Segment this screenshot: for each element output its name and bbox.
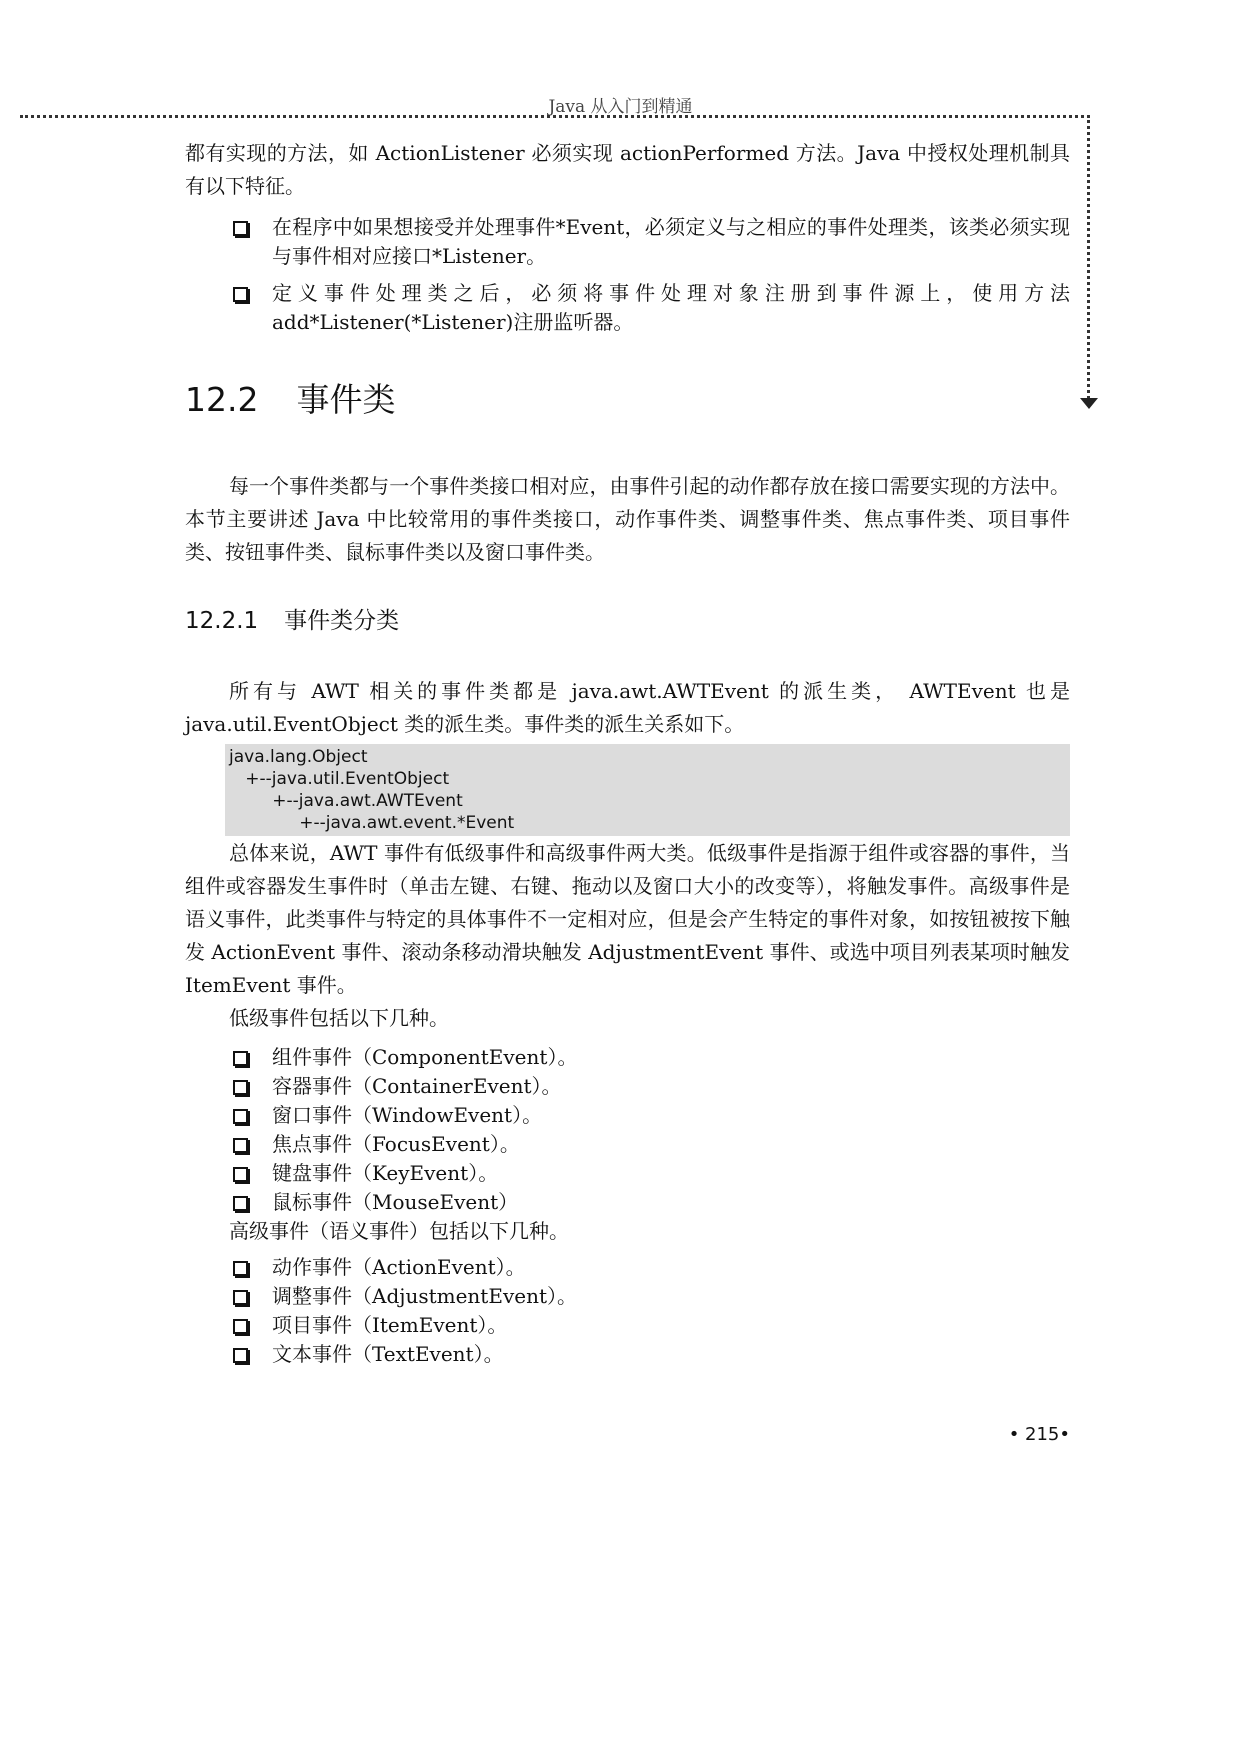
checkbox-bullet-icon [233,1261,248,1276]
list-item-text: 容器事件（ContainerEvent）。 [272,1074,562,1098]
section-paragraph: 每一个事件类都与一个事件类接口相对应，由事件引起的动作都存放在接口需要实现的方法中。本节主要讲述 Java 中比较常用的事件类接口，动作事件类、调整事件类、焦点事件类、项目事件类、按钮事件类、鼠标事件类以及窗口事件类。 [185,474,1070,564]
checkbox-bullet-icon [233,1138,248,1153]
low-level-event-list [185,1043,1070,1217]
list-item [185,279,1070,337]
checkbox-bullet-icon [233,1319,248,1334]
list-item-text: 窗口事件（WindowEvent）。 [272,1103,543,1127]
list-item [185,1188,1070,1217]
intro-paragraph: 都有实现的方法，如 ActionListener 必须实现 actionPerformed 方法。Java 中授权处理机制具有以下特征。 [185,141,1070,198]
list-item-text: 文本事件（TextEvent）。 [272,1342,504,1366]
checkbox-bullet-icon [233,221,248,236]
code-line: +--java.awt.event.*Event [229,813,515,833]
class-hierarchy-code [225,744,1070,836]
subsection-heading [185,604,1070,638]
checkbox-bullet-icon [233,1348,248,1363]
list-item-text: 项目事件（ItemEvent）。 [272,1313,508,1337]
checkbox-bullet-icon [233,1080,248,1095]
checkbox-bullet-icon [233,287,248,302]
high-level-event-list [185,1253,1070,1369]
page-number: • 215• [1008,1424,1070,1445]
list-item-text: 鼠标事件（MouseEvent） [272,1190,519,1214]
code-line: +--java.util.EventObject [229,769,450,789]
section-body [185,470,1070,569]
subsection-paragraph: 所有与 AWT 相关的事件类都是 java.awt.AWTEvent 的派生类， AWTEvent 也是 java.util.EventObject 类的派生类。事件类的派生关系如下。 [185,679,1070,736]
list-item-text: 键盘事件（KeyEvent）。 [272,1161,499,1185]
code-line: java.lang.Object [229,747,368,767]
list-item [185,1253,1070,1282]
list-item [185,1311,1070,1340]
list-item-text: 在程序中如果想接受并处理事件*Event，必须定义与之相应的事件处理类，该类必须实现与事件相对应接口*Listener。 [272,215,1070,268]
intro-block [185,137,1070,337]
list-item [185,1282,1070,1311]
low-level-intro: 低级事件包括以下几种。 [229,1006,449,1030]
side-dotted-rule [1087,115,1090,405]
arrow-down-icon [1080,398,1098,409]
list-item-text: 焦点事件（FocusEvent）。 [272,1132,520,1156]
list-item-text: 组件事件（ComponentEvent）。 [272,1045,578,1069]
list-item [185,1159,1070,1188]
checkbox-bullet-icon [233,1290,248,1305]
checkbox-bullet-icon [233,1167,248,1182]
section-title: 事件类 [296,380,396,419]
list-item-text: 定义事件处理类之后，必须将事件处理对象注册到事件源上，使用方法 add*Listener(*Listener)注册监听器。 [272,281,1070,334]
checkbox-bullet-icon [233,1196,248,1211]
subsection-body [185,675,1070,741]
subsection-title: 事件类分类 [284,608,400,634]
checkbox-bullet-icon [233,1051,248,1066]
list-item [185,1072,1070,1101]
checkbox-bullet-icon [233,1109,248,1124]
list-item-text: 调整事件（AdjustmentEvent）。 [272,1284,577,1308]
summary-block [185,837,1070,1369]
high-level-intro: 高级事件（语义事件）包括以下几种。 [229,1219,569,1243]
header-dotted-rule [20,115,1090,118]
subsection-number: 12.2.1 [185,608,259,634]
list-item [185,213,1070,271]
intro-bullet-list [185,213,1070,337]
summary-paragraph: 总体来说，AWT 事件有低级事件和高级事件两大类。低级事件是指源于组件或容器的事件，当组件或容器发生事件时（单击左键、右键、拖动以及窗口大小的改变等），将触发事件。高级事件是语义事件，此类事件与特定的具体事件不一定相对应，但是会产生特定的事件对象，如按钮被按下触发 ActionEvent 事件、滚动条移动滑块触发 AdjustmentEvent 事件、或选中项目列表某项时触发 ItemEvent 事件。 [185,841,1070,997]
list-item [185,1130,1070,1159]
list-item [185,1101,1070,1130]
section-number: 12.2 [185,380,259,419]
running-header: Java 从入门到精通 [548,97,693,117]
list-item [185,1043,1070,1072]
list-item-text: 动作事件（ActionEvent）。 [272,1255,526,1279]
list-item [185,1340,1070,1369]
section-heading [185,378,1070,422]
code-line: +--java.awt.AWTEvent [229,791,463,811]
